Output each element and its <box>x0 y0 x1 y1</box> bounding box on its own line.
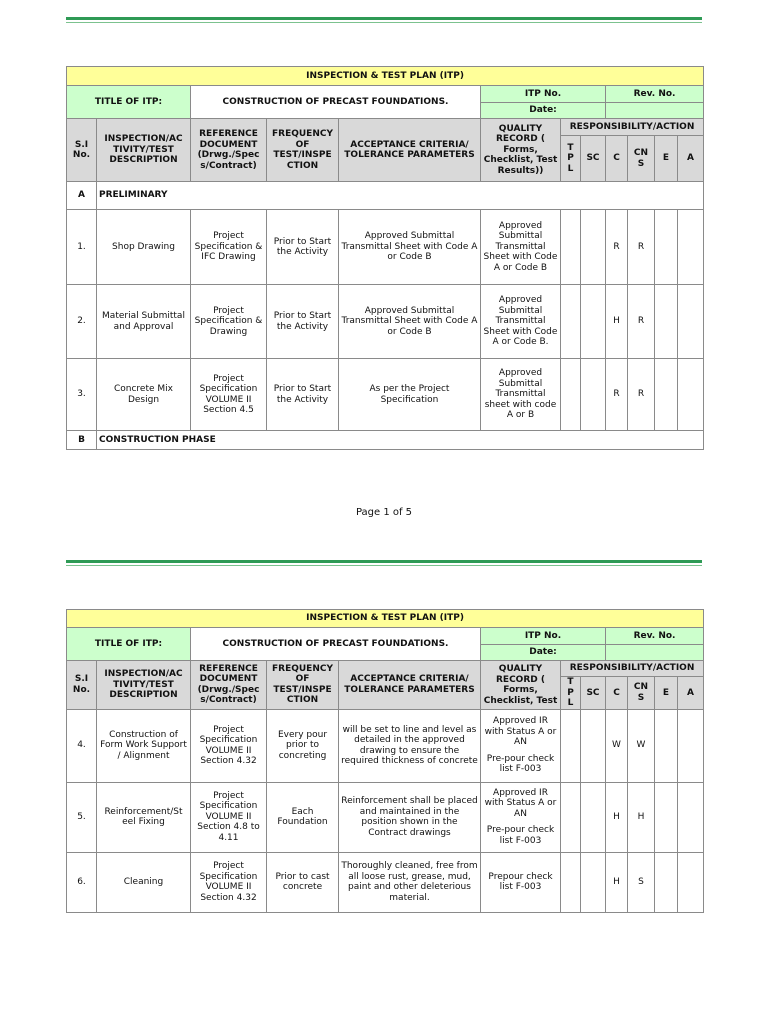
row-e <box>655 709 678 782</box>
row-activity: Cleaning <box>97 852 191 912</box>
row-activity: Shop Drawing <box>97 210 191 285</box>
col-header-tpl: T P L <box>561 677 581 710</box>
table-row <box>67 210 704 285</box>
row-record: Approved Submittal Transmittal sheet with code A or B <box>481 359 561 431</box>
title-label: TITLE OF ITP: <box>67 628 191 661</box>
row-activity: Reinforcement/St eel Fixing <box>97 782 191 852</box>
row-reference: Project Specification VOLUME II Section 4.32 <box>191 852 267 912</box>
section-a-name: PRELIMINARY <box>97 182 704 210</box>
row-record: Approved Submittal Transmittal Sheet with Code A or Code B. <box>481 285 561 359</box>
row-e <box>655 359 678 431</box>
col-header-criteria: ACCEPTANCE CRITERIA/ TOLERANCE PARAMETERS <box>339 119 481 182</box>
table-row <box>67 285 704 359</box>
row-frequency: Prior to cast concrete <box>267 852 339 912</box>
row-reference: Project Specification & IFC Drawing <box>191 210 267 285</box>
row-frequency: Each Foundation <box>267 782 339 852</box>
row-record <box>481 782 561 852</box>
row-tpl <box>561 852 581 912</box>
row-record-checklist: Pre-pour check list F-003 <box>486 825 555 846</box>
row-e <box>655 285 678 359</box>
page1-itp-table-block <box>66 66 703 450</box>
col-header-cns: CN S <box>628 136 655 182</box>
rev-no-label: Rev. No. <box>606 86 704 103</box>
row-criteria: will be set to line and level as detailed in the approved drawing to ensure the required thickness of concrete <box>339 709 481 782</box>
col-header-e: E <box>655 677 678 710</box>
itp-table-page1 <box>66 66 704 450</box>
page-number: Page 1 of 5 <box>355 507 413 518</box>
itp-no-label: ITP No. <box>481 86 606 103</box>
page2-header-rule <box>66 560 702 563</box>
row-frequency: Prior to Start the Activity <box>267 359 339 431</box>
row-cns: R <box>628 285 655 359</box>
row-tpl <box>561 210 581 285</box>
itp-table-page2 <box>66 609 704 913</box>
row-a <box>678 852 704 912</box>
row-record-ir: Approved IR with Status A or AN <box>484 716 557 748</box>
section-b-name: CONSTRUCTION PHASE <box>97 431 704 450</box>
row-e <box>655 852 678 912</box>
date-value <box>606 103 704 119</box>
date-value <box>606 645 704 661</box>
page1-header-rule <box>66 17 702 20</box>
col-header-reference: REFERENCE DOCUMENT (Drwg./Spec s/Contract) <box>191 661 267 710</box>
plan-title: INSPECTION & TEST PLAN (ITP) <box>67 610 704 628</box>
table-row <box>67 359 704 431</box>
col-header-responsibility: RESPONSIBILITY/ACTION <box>561 119 704 136</box>
section-b-code: B <box>67 431 97 450</box>
row-activity: Construction of Form Work Support / Alignment <box>97 709 191 782</box>
row-criteria: As per the Project Specification <box>339 359 481 431</box>
row-no: 5. <box>67 782 97 852</box>
section-a-code: A <box>67 182 97 210</box>
col-header-c: C <box>606 136 628 182</box>
row-frequency: Every pour prior to concreting <box>267 709 339 782</box>
row-a <box>678 359 704 431</box>
row-reference: Project Specification VOLUME II Section 4.8 to 4.11 <box>191 782 267 852</box>
row-no: 6. <box>67 852 97 912</box>
row-no: 3. <box>67 359 97 431</box>
title-value: CONSTRUCTION OF PRECAST FOUNDATIONS. <box>191 86 481 119</box>
row-criteria: Approved Submittal Transmittal Sheet with Code A or Code B <box>339 210 481 285</box>
col-header-frequency: FREQUENCY OF TEST/INSPE CTION <box>267 119 339 182</box>
row-no: 4. <box>67 709 97 782</box>
plan-title: INSPECTION & TEST PLAN (ITP) <box>67 67 704 86</box>
title-value: CONSTRUCTION OF PRECAST FOUNDATIONS. <box>191 628 481 661</box>
row-a <box>678 709 704 782</box>
col-header-a: A <box>678 677 704 710</box>
row-sc <box>581 709 606 782</box>
date-label: Date: <box>481 645 606 661</box>
row-record: Prepour check list F-003 <box>481 852 561 912</box>
table-row <box>67 709 704 782</box>
col-header-a: A <box>678 136 704 182</box>
rev-no-label: Rev. No. <box>606 628 704 645</box>
row-frequency: Prior to Start the Activity <box>267 285 339 359</box>
col-header-e: E <box>655 136 678 182</box>
col-header-reference: REFERENCE DOCUMENT (Drwg./Spec s/Contract) <box>191 119 267 182</box>
row-c: R <box>606 210 628 285</box>
row-a <box>678 285 704 359</box>
row-cns: W <box>628 709 655 782</box>
row-c: H <box>606 852 628 912</box>
title-label: TITLE OF ITP: <box>67 86 191 119</box>
row-activity: Concrete Mix Design <box>97 359 191 431</box>
col-header-c: C <box>606 677 628 710</box>
table-row <box>67 782 704 852</box>
col-header-criteria: ACCEPTANCE CRITERIA/ TOLERANCE PARAMETERS <box>339 661 481 710</box>
row-record: Approved Submittal Transmittal Sheet with Code A or Code B <box>481 210 561 285</box>
row-e <box>655 210 678 285</box>
row-criteria: Approved Submittal Transmittal Sheet with Code A or Code B <box>339 285 481 359</box>
row-c: R <box>606 359 628 431</box>
row-reference: Project Specification VOLUME II Section 4.5 <box>191 359 267 431</box>
row-frequency: Prior to Start the Activity <box>267 210 339 285</box>
row-tpl <box>561 359 581 431</box>
row-reference: Project Specification VOLUME II Section 4.32 <box>191 709 267 782</box>
row-tpl <box>561 709 581 782</box>
row-record-ir: Approved IR with Status A or AN <box>484 787 557 819</box>
row-cns: S <box>628 852 655 912</box>
page2-itp-table-block <box>66 609 703 913</box>
col-header-si: S.I No. <box>67 119 97 182</box>
page1-header-rule-thin <box>66 22 702 23</box>
row-a <box>678 210 704 285</box>
date-label: Date: <box>481 103 606 119</box>
row-c: H <box>606 782 628 852</box>
row-c: H <box>606 285 628 359</box>
row-tpl <box>561 782 581 852</box>
col-header-record: QUALITY RECORD ( Forms, Checklist, Test Results)) <box>481 119 561 182</box>
col-header-cns: CN S <box>628 677 655 710</box>
row-cns: H <box>628 782 655 852</box>
col-header-sc: SC <box>581 677 606 710</box>
row-c: W <box>606 709 628 782</box>
col-header-tpl: T P L <box>561 136 581 182</box>
col-header-responsibility: RESPONSIBILITY/ACTION <box>561 661 704 677</box>
row-cns: R <box>628 359 655 431</box>
row-criteria: Thoroughly cleaned, free from all loose rust, grease, mud, paint and other deleterious material. <box>339 852 481 912</box>
row-record-checklist: Pre-pour check list F-003 <box>486 753 555 775</box>
row-record <box>481 709 561 782</box>
col-header-activity: INSPECTION/AC TIVITY/TEST DESCRIPTION <box>97 661 191 710</box>
row-sc <box>581 210 606 285</box>
col-header-record: QUALITY RECORD ( Forms, Checklist, Test <box>481 661 561 710</box>
col-header-sc: SC <box>581 136 606 182</box>
col-header-si: S.I No. <box>67 661 97 710</box>
row-no: 2. <box>67 285 97 359</box>
row-a <box>678 782 704 852</box>
row-e <box>655 782 678 852</box>
page2-header-rule-thin <box>66 565 702 566</box>
col-header-frequency: FREQUENCY OF TEST/INSPE CTION <box>267 661 339 710</box>
row-activity: Material Submittal and Approval <box>97 285 191 359</box>
table-row <box>67 852 704 912</box>
row-criteria: Reinforcement shall be placed and maintained in the position shown in the Contract drawings <box>339 782 481 852</box>
row-cns: R <box>628 210 655 285</box>
row-reference: Project Specification & Drawing <box>191 285 267 359</box>
row-sc <box>581 782 606 852</box>
row-tpl <box>561 285 581 359</box>
row-sc <box>581 359 606 431</box>
row-sc <box>581 285 606 359</box>
row-no: 1. <box>67 210 97 285</box>
itp-no-label: ITP No. <box>481 628 606 645</box>
row-sc <box>581 852 606 912</box>
col-header-activity: INSPECTION/AC TIVITY/TEST DESCRIPTION <box>97 119 191 182</box>
